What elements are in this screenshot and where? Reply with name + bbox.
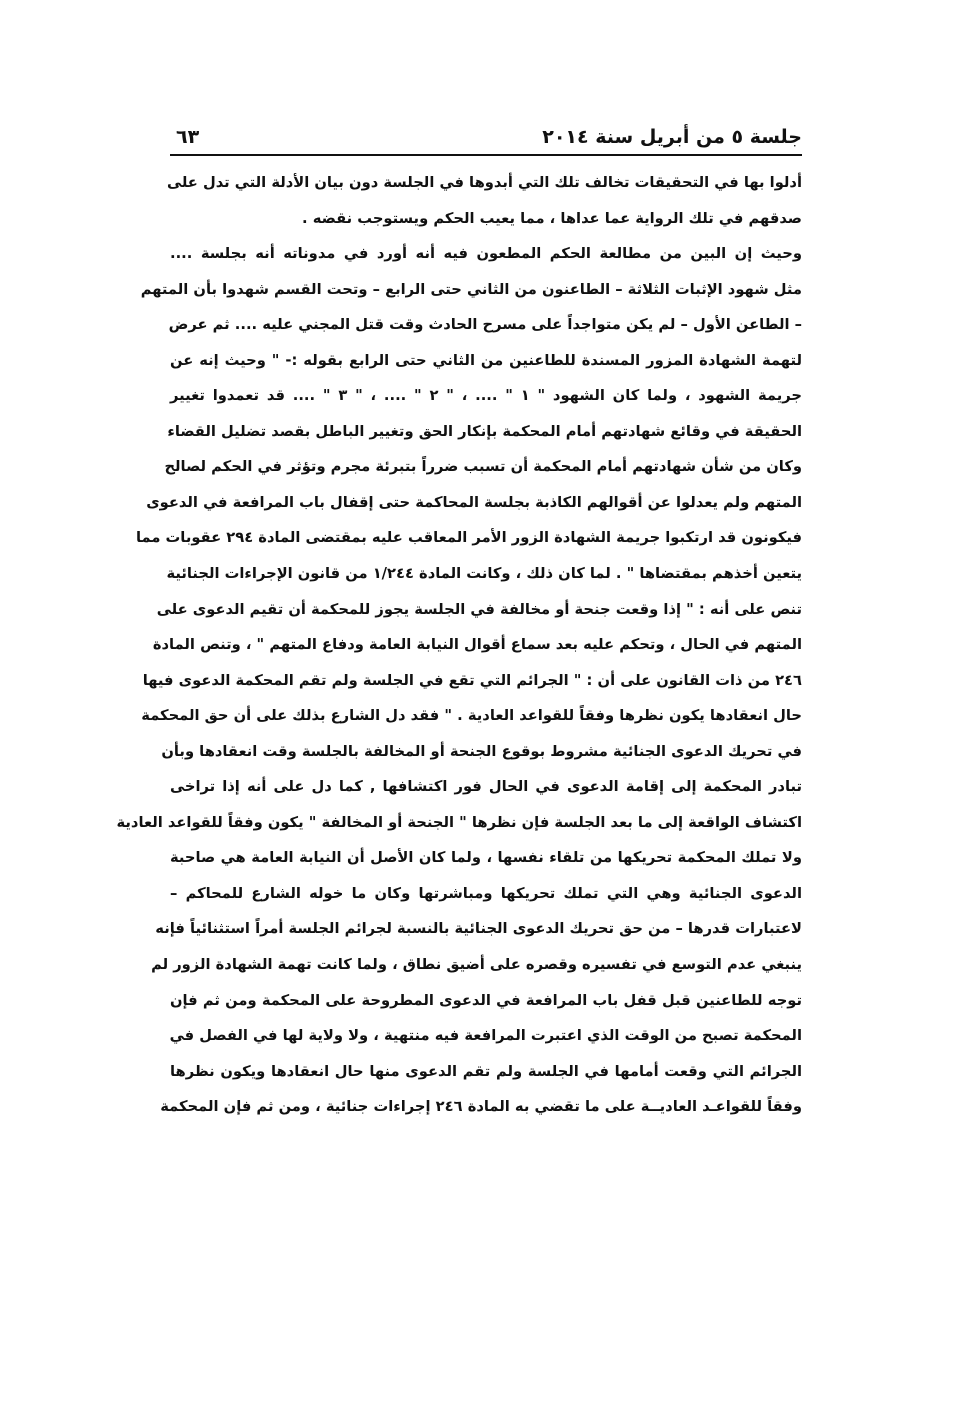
text-line: وكان من شأن شهادتهم أمام المحكمة أن تسبب ضرراً بتبرئة مجرم وتؤثر في الحكم لصالح <box>164 458 802 476</box>
text-line: الجرائم التي وقعت أمامها في الجلسة ولم تقم الدعوى منها حال انعقادها ويكون نظرها <box>170 1062 802 1080</box>
text-line: تنص على أنه : " إذا وقعت جنحة أو مخالفة في الجلسة يجوز للمحكمة أن تقيم الدعوى على <box>156 600 802 618</box>
text-line: المتهم في الحال ، وتحكم عليه بعد سماع أقوال النيابة العامة ودفاع المتهم " ، وتنص المادة <box>152 636 802 654</box>
text-line: اكتشاف الواقعة إلى ما بعد الجلسة فإن نظرها " الجنحة أو المخالفة " يكون وفقاً للقواعد العادية <box>116 813 802 831</box>
page-number: ٦٣ <box>176 126 200 148</box>
text-line: حال انعقادها يكون نظرها وفقاً للقواعد العادية . " فقد دل الشارع بذلك على أن حق المحكمة <box>141 707 802 725</box>
text-line: الدعوى الجنائية وهي التي تملك تحريكها ومباشرتها وكان ما خوله الشارع للمحاكم – <box>170 884 802 902</box>
text-line: المتهم ولم يعدلوا عن أقوالهم الكاذبة بجلسة المحاكمة حتى إقفال باب المرافعة في الدعوى <box>146 493 802 511</box>
text-line: ينبغي عدم التوسع في تفسيره وقصره على أضيق نطاق ، ولما كانت تهمة الشهادة الزور لم <box>151 956 802 974</box>
body-text <box>116 165 802 1125</box>
text-line: ولا تملك المحكمة تحريكها من تلقاء نفسها ، ولما كان الأصل أن النيابة العامة هي صاحبة <box>170 849 802 867</box>
text-line: توجه للطاعنين قبل قفل باب المرافعة في الدعوى المطروحة على المحكمة ومن ثم فإن <box>170 991 802 1009</box>
text-line: لتهمة الشهادة المزور المسندة للطاعنين من الثاني حتى الرابع بقوله :- " وحيث إنه عن <box>170 351 802 369</box>
text-line: تبادر المحكمة إلى إقامة الدعوى في الحال فور اكتشافها , كما دل على أنه إذا تراخى <box>170 778 802 796</box>
text-line: وحيث إن البين من مطالعة الحكم المطعون فيه أنه أورد في مدوناته أنه بجلسة .... <box>170 245 802 263</box>
text-line: لاعتبارات قدرها – من حق تحريك الدعوى الجنائية بالنسبة لجرائم الجلسة أمراً استثنائياً فإنه <box>155 920 802 938</box>
text-line: – الطاعن الأول – لم يكن متواجداً على مسرح الحادث وقت قتل المجني عليه .... ثم عرض <box>168 316 802 334</box>
text-line: ٢٤٦ من ذات القانون على أن : " الجرائم التي تقع في الجلسة ولم تقم المحكمة الدعوى فيها <box>142 671 802 689</box>
header-divider <box>170 154 802 156</box>
text-line: الحقيقة في وقائع شهادتهم أمام المحكمة بإنكار الحق وتغيير الباطل بقصد تضليل القضاء <box>167 422 802 440</box>
text-line: يتعين أخذهم بمقتضاها " . لما كان ذلك ، وكانت المادة ١/٢٤٤ من قانون الإجراءات الجنائية <box>166 565 802 583</box>
session-date-title: جلسة ٥ من أبريل سنة ٢٠١٤ <box>542 126 802 148</box>
text-line: مثل شهود الإثبات الثلاثة – الطاعنون من الثاني حتى الرابع – وتحت القسم شهدوا بأن المتهم <box>140 280 802 298</box>
text-line: وفقاً للقواعـد العاديــة على ما تقضي به المادة ٢٤٦ إجراءات جنائية ، ومن ثم فإن المحكمة <box>160 1098 802 1116</box>
page-header <box>170 122 802 156</box>
text-line: في تحريك الدعوى الجنائية مشروط بوقوع الجنحة أو المخالفة بالجلسة وقت انعقادها وبأن <box>161 742 802 760</box>
text-line: جريمة الشهود ، ولما كان الشهود " ١ " .... ، " ٢ " .... ، " ٣ " .... قد تعمدوا تغيير <box>170 387 802 405</box>
text-line: المحكمة تصبح من الوقت الذي اعتبرت المرافعة فيه منتهية ، ولا ولاية لها في الفصل في <box>169 1027 802 1045</box>
text-line: صدقهم في تلك الرواية عما عداها ، مما يعيب الحكم ويستوجب نقضه . <box>302 209 802 227</box>
text-line: فيكونون قد ارتكبوا جريمة الشهادة الزور الأمر المعاقب عليه بمقتضى المادة ٢٩٤ عقوبات مما <box>135 529 802 547</box>
text-line: أدلوا بها في التحقيقات تخالف تلك التي أبدوها في الجلسة دون بيان الأدلة التي تدل على <box>166 174 802 191</box>
